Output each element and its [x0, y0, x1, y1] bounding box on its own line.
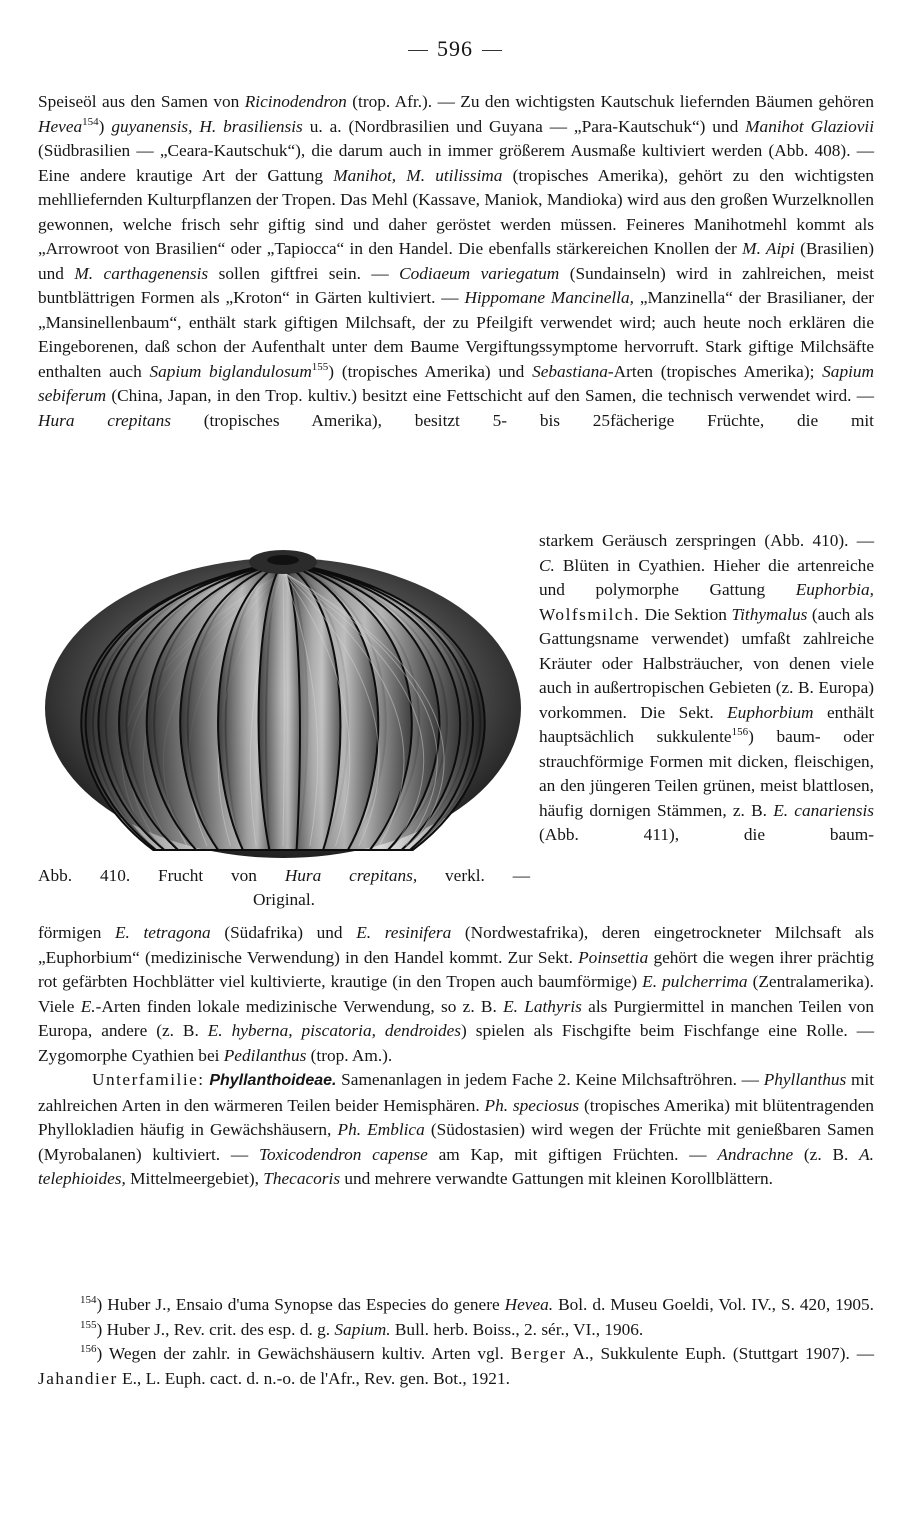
dash-right: [482, 50, 502, 51]
pumpkin-fruit-illustration: [38, 540, 528, 865]
footnote-154: $^{154}$) Huber J., Ensaio d'uma Synopse das Especies do genere Hevea. Bol. d. Museu Goeldi, Vol. IV., S. 420, 1905.: [80, 1294, 875, 1314]
caption-line-2: Original.: [253, 890, 315, 909]
bottom-paragraphs: [38, 921, 874, 1192]
caption-line-1: Abb. 410. Frucht von Hura crepitans, verkl. —: [38, 866, 530, 885]
hura-crepitans-fruit-figure: [38, 540, 528, 865]
euphorbia-paragraph: förmigen E. tetragona (Südafrika) und E. resinifera (Nordwestafrika), deren eingetrockneter Milchsaft als „Euphorbium“ (medizinische Verwendung) in den Handel kommt. Zur Sekt. Poinsettia gehört die wegen ihrer prächtig rot gefärbten Hochblätter viel kultivierte, krautige (in den Tropen auch baumförmige) E. pulcherrima (Zentralamerika). Viele E.-Arten finden lokale medizinische Verwendung, so z. B. E. Lathyris als Purgiermittel in manchen Teilen von Europa, andere (z. B. E. hyberna, piscatoria, dendroides) spielen als Fischgifte beim Fischfange eine Rolle. — Zygomorphe Cyathien bei Pedilanthus (trop. Am.).: [38, 923, 875, 1065]
page-number: 596: [0, 36, 910, 62]
footnote-156: $^{156}$) Wegen der zahlr. in Gewächshäusern kultiv. Arten vgl. Berger A., Sukkulente Euph. (Stuttgart 1907). — Jahandier E., L. Euph. cact. d. n.-o. de l'Afr., Rev. gen. Bot., 1921.: [38, 1343, 874, 1388]
top-paragraph: [38, 90, 874, 433]
footnotes: [38, 1293, 874, 1391]
side-paragraph: starkem Geräusch zerspringen (Abb. 410). — C. Blüten in Cyathien. Hieher die artenreiche und polymorphe Gattung Euphorbia, Wolfsmilch. Die Sektion Tithymalus (auch als Gattungsname verwendet) umfaßt zahlreiche Kräuter oder Halbsträucher, von denen viele auch in außertropischen Gebieten (z. B. Europa) vorkommen. Die Sekt. Euphorbium enthält hauptsächlich sukkulente$^{156}$) baum- oder strauchförmige Formen mit dicken, fleischigen, an den jüngeren Teilen grünen, meist blattlosen, häufig dornigen Stämmen, z. B. E. canariensis (Abb. 411), die baum-: [539, 531, 875, 844]
subfamily-paragraph: Unterfamilie: Phyllanthoideae. Samenanlagen in jedem Fache 2. Keine Milchsaftröhren. — Phyllanthus mit zahlreichen Arten in den wärmeren Teilen beider Hemisphären. Ph. speciosus (tropisches Amerika) mit blütentragenden Phyllokladien häufig in Gewächshäusern, Ph. Emblica (Südostasien) wird wegen der Früchte mit genießbaren Samen (Myrobalanen) kultiviert. — Toxicodendron capense am Kap, mit giftigen Früchten. — Andrachne (z. B. A. telephioides, Mittelmeergebiet), Thecacoris und mehrere verwandte Gattungen mit kleinen Korollblättern.: [38, 1070, 875, 1188]
figure-caption: [38, 864, 530, 912]
side-column-text: [539, 529, 874, 848]
footnote-155: $^{155}$) Huber J., Rev. crit. des esp. d. g. Sapium. Bull. herb. Boiss., 2. sér., VI., 1906.: [80, 1318, 644, 1339]
fruit-stem-center: [267, 555, 299, 565]
dash-left: [408, 50, 428, 51]
paragraph-text: Speiseöl aus den Samen von Ricinodendron (trop. Afr.). — Zu den wichtigsten Kautschuk liefernden Bäumen gehören Hevea$^{154}$) guyanensis, H. brasiliensis u. a. (Nordbrasilien und Guyana — „Para-Kautschuk“) und Manihot Glaziovii (Südbrasilien — „Ceara-Kautschuk“), die darum auch in immer größerem Ausmaße kultiviert werden (Abb. 408). — Eine andere krautige Art der Gattung Manihot, M. utilissima (tropisches Amerika), gehört zu den wichtigsten mehlliefernden Kulturpflanzen der Tropen. Das Mehl (Kassave, Maniok, Mandioka) wird aus den großen Wurzelknollen gewonnen, welche frisch sehr giftig sind und daher geröstet werden müssen. Feineres Manihotmehl kommt als „Arrowroot von Brasilien“ oder „Tapiocca“ in den Handel. Die ebenfalls stärkereichen Knollen der M. Aipi (Brasilien) und M. carthagenensis sollen giftfrei sein. — Codiaeum variegatum (Sundainseln) wird in zahlreichen, meist buntblättrigen Formen als „Kroton“ in Gärten kultiviert. — Hippomane Mancinella, „Manzinella“ der Brasilianer, der „Mansinellenbaum“, enthält stark giftigen Milchsaft, der zu Pfeilgift verwendet wird; auch heute noch erklären die Eingeborenen, daß schon der Aufenthalt unter dem Baume Vergiftungssymptome hervorruft. Stark giftige Milchsäfte enthalten auch Sapium biglandulosum$^{155}$) (tropisches Amerika) und Sebastiana-Arten (tropisches Amerika); Sapium sebiferum (China, Japan, in den Trop. kultiv.) besitzt eine Fettschicht auf den Samen, die technisch verwendet wird. — Hura crepitans (tropisches Amerika), besitzt 5- bis 25fächerige Früchte, die mit: [38, 92, 875, 430]
